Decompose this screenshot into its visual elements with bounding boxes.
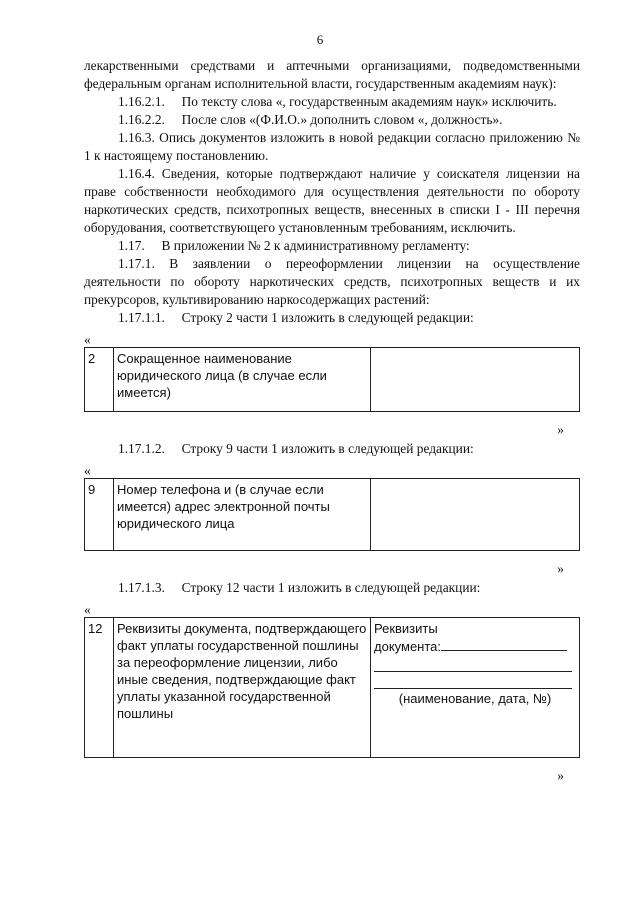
row-number: 12 [85,618,114,758]
quote-open-3: « [84,602,91,617]
row-field-name: Реквизиты документа, подтверждающего факт уплаты государственной пошлины за переоформление лицензии, либо иные сведения, подтверждающие факт уплаты указанной государственной пошлины [114,618,371,758]
row-number: 2 [85,348,114,412]
paragraph-1-17-1-3: 1.17.1.3. Строку 12 части 1 изложить в следующей редакции: [118,580,481,595]
amendment-table-row-9 [84,478,580,551]
row-field-name: Номер телефона и (в случае если имеется) адрес электронной почты юридического лица [114,479,371,551]
amendment-table-row-2 [84,347,580,412]
fill-in-line [441,637,567,651]
row-field-value [371,348,580,412]
quote-open-2: « [84,463,91,478]
value-label-document: документа: [374,639,441,654]
row-field-value [371,479,580,551]
table-row [85,348,580,412]
paragraph-1-17-1: 1.17.1. В заявлении о переоформлении лицензии на осуществление деятельности по обороту наркотических средств, психотропных веществ и их прекурсоров, культивированию наркосодержащих растений: [84,256,580,307]
amendment-table-row-12 [84,617,580,758]
document-body [84,57,580,784]
value-label-line1: Реквизиты [374,621,438,636]
quote-close-2: » [557,561,564,576]
quote-close-1: » [557,422,564,437]
value-label-line2 [374,637,576,655]
quote-close-3: » [557,768,564,783]
paragraph-intro-continued: лекарственными средствами и аптечными организациями, подведомственными федеральным органам исполнительной власти, государственным академиям наук): [84,58,580,91]
row-field-value [371,618,580,758]
fill-in-line [374,655,572,672]
paragraph-1-16-4: 1.16.4. Сведения, которые подтверждают наличие у соискателя лицензии на праве собственности необходимого для осуществления деятельности по обороту наркотических средств, психотропных веществ, внесенных в списки I - III перечня оборудования, соответствующего установленным требованиям, исключить. [84,166,580,235]
table-row [85,618,580,758]
paragraph-1-17: 1.17. В приложении № 2 к административному регламенту: [118,238,470,253]
paragraph-1-16-2-1: 1.16.2.1. По тексту слова «, государственным академиям наук» исключить. [118,94,557,109]
page-number: 6 [316,32,324,47]
table-row [85,479,580,551]
paragraph-1-16-2-2: 1.16.2.2. После слов «(Ф.И.О.» дополнить словом «, должность». [118,112,503,127]
paragraph-1-16-3: 1.16.3. Опись документов изложить в новой редакции согласно приложению № 1 к настоящему постановлению. [84,130,580,163]
value-caption: (наименование, дата, №) [398,691,552,706]
row-number: 9 [85,479,114,551]
quote-open-1: « [84,332,91,347]
row-field-name: Сокращенное наименование юридического лица (в случае если имеется) [114,348,371,412]
fill-in-line [374,672,572,689]
paragraph-1-17-1-2: 1.17.1.2. Строку 9 части 1 изложить в следующей редакции: [118,441,474,456]
paragraph-1-17-1-1: 1.17.1.1. Строку 2 части 1 изложить в следующей редакции: [118,310,474,325]
